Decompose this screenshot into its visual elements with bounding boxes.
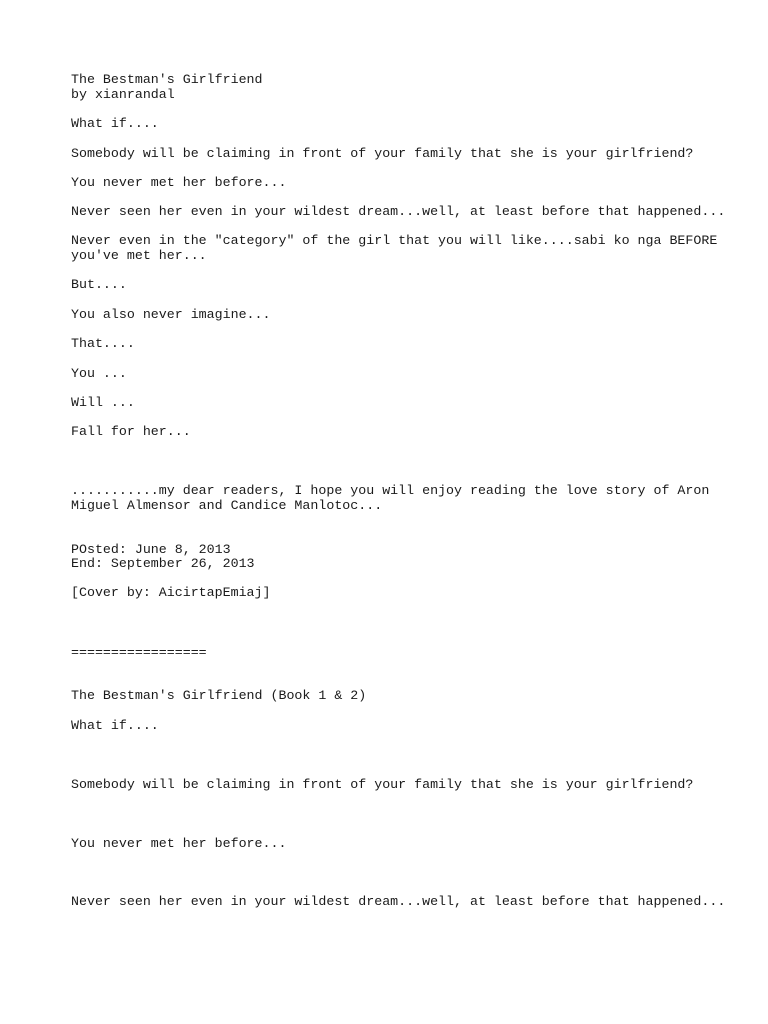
intro-that: That.... bbox=[71, 336, 135, 351]
intro-but: But.... bbox=[71, 277, 127, 292]
intro-fall: Fall for her... bbox=[71, 424, 191, 439]
book-title: The Bestman's Girlfriend (Book 1 & 2) bbox=[71, 688, 367, 703]
section-separator: ================= bbox=[71, 645, 207, 660]
posted-date: POsted: June 8, 2013 bbox=[71, 542, 231, 557]
intro-never-seen: Never seen her even in your wildest dream...well, at least before that happened... bbox=[71, 204, 726, 219]
dedication-line-2: Miguel Almensor and Candice Manlotoc... bbox=[71, 498, 383, 513]
intro-never-met: You never met her before... bbox=[71, 175, 287, 190]
intro-will: Will ... bbox=[71, 395, 135, 410]
end-date: End: September 26, 2013 bbox=[71, 556, 255, 571]
document-author: by xianrandal bbox=[71, 87, 175, 102]
book-what-if: What if.... bbox=[71, 718, 159, 733]
document-title: The Bestman's Girlfriend bbox=[71, 72, 263, 87]
book-never-met: You never met her before... bbox=[71, 836, 287, 851]
intro-you: You ... bbox=[71, 366, 127, 381]
intro-category-line-1: Never even in the "category" of the girl that you will like....sabi ko nga BEFORE bbox=[71, 233, 718, 248]
intro-what-if: What if.... bbox=[71, 116, 159, 131]
intro-also-never: You also never imagine... bbox=[71, 307, 271, 322]
book-never-seen: Never seen her even in your wildest dream...well, at least before that happened... bbox=[71, 894, 726, 909]
cover-credit: [Cover by: AicirtapEmiaj] bbox=[71, 585, 271, 600]
intro-category-line-2: you've met her... bbox=[71, 248, 207, 263]
dedication-line-1: ...........my dear readers, I hope you will enjoy reading the love story of Aron bbox=[71, 483, 710, 498]
book-claiming: Somebody will be claiming in front of your family that she is your girlfriend? bbox=[71, 777, 694, 792]
intro-claiming: Somebody will be claiming in front of your family that she is your girlfriend? bbox=[71, 146, 694, 161]
